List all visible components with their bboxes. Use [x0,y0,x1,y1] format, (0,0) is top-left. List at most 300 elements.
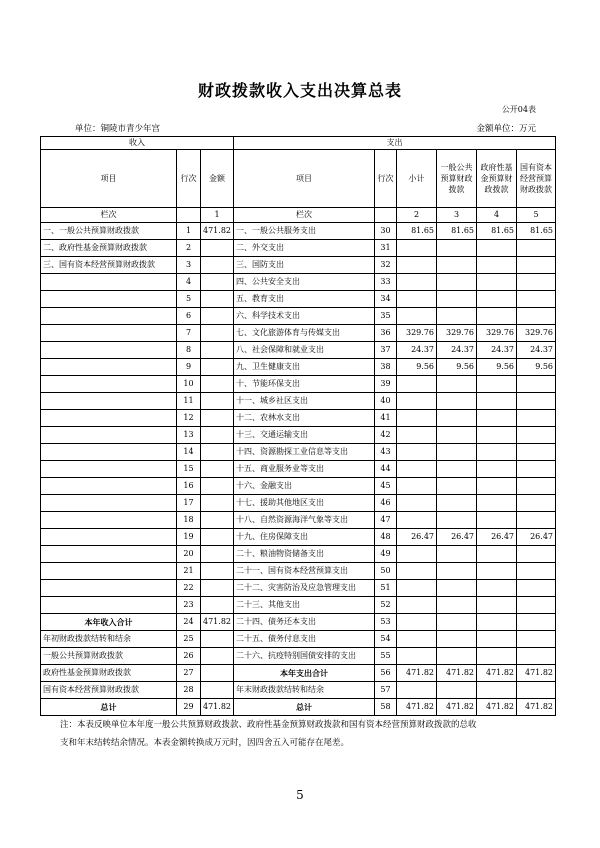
income-line: 15 [177,461,201,478]
capital-budget-cell [517,410,556,427]
expense-line: 42 [375,427,397,444]
general-budget-header: 一般公共预算财政拨款 [437,150,477,208]
capital-budget-cell: 471.82 [517,699,556,716]
income-header: 收入 [41,137,234,150]
subtotal-cell [397,376,437,393]
fund-budget-cell [477,427,517,444]
fund-budget-cell [477,393,517,410]
table-row [41,444,556,461]
expense-item: 五、教育支出 [234,291,375,308]
general-budget-cell [437,478,477,495]
fund-budget-cell [477,546,517,563]
subtotal-cell [397,648,437,665]
expense-line-header: 行次 [375,150,397,208]
index-c5: 5 [517,208,556,223]
general-budget-cell [437,240,477,257]
income-amount [201,529,234,546]
reporting-unit: 单位：铜陵市青少年宫 [75,124,161,134]
fund-budget-cell: 471.82 [477,699,517,716]
income-amount [201,427,234,444]
table-row [41,512,556,529]
income-line: 8 [177,342,201,359]
expense-item: 七、文化旅游体育与传媒支出 [234,325,375,342]
table-row [41,648,556,665]
capital-budget-cell [517,563,556,580]
income-amount: 471.82 [201,223,234,240]
general-budget-cell [437,682,477,699]
fund-budget-cell: 329.76 [477,325,517,342]
expense-item: 一、一般公共服务支出 [234,223,375,240]
income-line: 17 [177,495,201,512]
expense-line: 55 [375,648,397,665]
fund-budget-cell [477,648,517,665]
expense-item: 二十、粮油物资储备支出 [234,546,375,563]
table-row [41,359,556,376]
table-row [41,665,556,682]
expense-line: 43 [375,444,397,461]
table-row [41,546,556,563]
table-row [41,376,556,393]
income-line: 27 [177,665,201,682]
capital-budget-cell [517,240,556,257]
fund-budget-cell [477,563,517,580]
income-amount [201,291,234,308]
expense-item: 四、公共安全支出 [234,274,375,291]
subtotal-cell [397,393,437,410]
income-amount: 471.82 [201,614,234,631]
fund-budget-cell [477,240,517,257]
general-budget-cell [437,597,477,614]
capital-budget-cell: 329.76 [517,325,556,342]
index-blank-2 [375,208,397,223]
subtotal-cell [397,308,437,325]
general-budget-cell: 329.76 [437,325,477,342]
expense-item: 十、节能环保支出 [234,376,375,393]
expense-item: 二十二、灾害防治及应急管理支出 [234,580,375,597]
subtotal-cell: 9.56 [397,359,437,376]
table-row [41,240,556,257]
subtotal-cell [397,546,437,563]
expense-item-header: 项目 [234,150,375,208]
general-budget-cell [437,546,477,563]
capital-budget-cell [517,546,556,563]
income-line: 29 [177,699,201,716]
subtotal-cell [397,478,437,495]
capital-budget-cell [517,580,556,597]
general-budget-cell: 24.37 [437,342,477,359]
income-item: 政府性基金预算财政拨款 [41,665,177,682]
column-index-row [41,208,556,223]
page-title: 财政拨款收入支出决算总表 [197,81,402,100]
fund-budget-cell [477,376,517,393]
expense-line: 38 [375,359,397,376]
subtotal-cell [397,512,437,529]
subtotal-cell [397,410,437,427]
table-row [41,393,556,410]
income-line: 25 [177,631,201,648]
footnote [60,716,540,752]
capital-budget-cell [517,682,556,699]
capital-budget-header: 国有资本经营预算财政拨款 [517,150,556,208]
expense-line: 34 [375,291,397,308]
income-line: 12 [177,410,201,427]
expense-item: 二十一、国有资本经营预算支出 [234,563,375,580]
subtotal-cell [397,580,437,597]
income-amount [201,240,234,257]
income-item [41,325,177,342]
expense-item: 十六、金融支出 [234,478,375,495]
expense-item: 十五、商业服务业等支出 [234,461,375,478]
subtotal-cell: 471.82 [397,665,437,682]
expense-line: 40 [375,393,397,410]
table-row [41,410,556,427]
expense-line: 47 [375,512,397,529]
income-line: 13 [177,427,201,444]
general-budget-cell [437,376,477,393]
expense-line: 45 [375,478,397,495]
index-c3: 3 [437,208,477,223]
capital-budget-cell: 26.47 [517,529,556,546]
index-blank [177,208,201,223]
capital-budget-cell [517,495,556,512]
table-row [41,342,556,359]
income-line: 18 [177,512,201,529]
general-budget-cell [437,427,477,444]
table-row [41,223,556,240]
expense-line: 37 [375,342,397,359]
subtotal-cell: 26.47 [397,529,437,546]
header-row-sections [41,137,556,150]
capital-budget-cell: 81.65 [517,223,556,240]
expense-item: 二、外交支出 [234,240,375,257]
income-item [41,342,177,359]
footnote-line-1: 注：本表反映单位本年度一般公共预算财政拨款、政府性基金预算财政拨款和国有资本经营预算财政拨款的总收 [60,720,477,730]
income-line: 26 [177,648,201,665]
expense-line: 44 [375,461,397,478]
income-amount [201,325,234,342]
expense-line: 46 [375,495,397,512]
expense-item: 年末财政拨款结转和结余 [234,682,375,699]
fund-budget-cell [477,682,517,699]
expense-item: 九、卫生健康支出 [234,359,375,376]
income-line: 5 [177,291,201,308]
expense-line: 33 [375,274,397,291]
income-line: 7 [177,325,201,342]
general-budget-cell [437,257,477,274]
fund-budget-cell [477,478,517,495]
income-line: 28 [177,682,201,699]
table-row [41,614,556,631]
expense-item: 二十四、债务还本支出 [234,614,375,631]
expense-line: 58 [375,699,397,716]
expense-line: 32 [375,257,397,274]
capital-budget-cell [517,648,556,665]
expense-item: 十四、资源勘探工业信息等支出 [234,444,375,461]
income-item [41,597,177,614]
income-item [41,410,177,427]
income-item [41,376,177,393]
index-c2: 2 [397,208,437,223]
subtotal-cell [397,614,437,631]
subtotal-cell [397,274,437,291]
expense-line: 50 [375,563,397,580]
expense-line: 56 [375,665,397,682]
capital-budget-cell [517,444,556,461]
expense-item: 本年支出合计 [234,665,375,682]
expense-item: 二十三、其他支出 [234,597,375,614]
table-row [41,291,556,308]
general-budget-cell [437,563,477,580]
income-item: 国有资本经营预算财政拨款 [41,682,177,699]
income-item [41,461,177,478]
expense-line: 53 [375,614,397,631]
expense-line: 35 [375,308,397,325]
income-line: 9 [177,359,201,376]
expense-line: 49 [375,546,397,563]
table-row [41,478,556,495]
expense-item: 十二、农林水支出 [234,410,375,427]
subtotal-cell: 24.37 [397,342,437,359]
general-budget-cell: 81.65 [437,223,477,240]
income-item [41,427,177,444]
capital-budget-cell [517,393,556,410]
income-item [41,580,177,597]
capital-budget-cell: 24.37 [517,342,556,359]
capital-budget-cell: 471.82 [517,665,556,682]
income-amount [201,274,234,291]
fund-budget-cell: 9.56 [477,359,517,376]
income-line: 23 [177,597,201,614]
income-amount [201,308,234,325]
table-row [41,597,556,614]
expense-item: 十一、城乡社区支出 [234,393,375,410]
fund-budget-cell [477,580,517,597]
income-item [41,512,177,529]
income-amount [201,546,234,563]
fund-budget-cell: 26.47 [477,529,517,546]
income-item [41,529,177,546]
money-unit: 金额单位：万元 [476,124,536,134]
table-row [41,563,556,580]
general-budget-cell: 471.82 [437,665,477,682]
subtotal-cell [397,631,437,648]
income-item: 本年收入合计 [41,614,177,631]
expense-line: 39 [375,376,397,393]
capital-budget-cell [517,512,556,529]
income-item: 年初财政拨款结转和结余 [41,631,177,648]
subtotal-cell [397,257,437,274]
capital-budget-cell [517,274,556,291]
subtotal-cell: 471.82 [397,699,437,716]
fund-budget-cell [477,291,517,308]
fund-budget-cell: 81.65 [477,223,517,240]
income-amount [201,665,234,682]
income-line-header: 行次 [177,150,201,208]
income-item [41,444,177,461]
income-line: 20 [177,546,201,563]
income-item [41,359,177,376]
capital-budget-cell [517,614,556,631]
expense-line: 36 [375,325,397,342]
income-amount [201,495,234,512]
subtotal-cell: 329.76 [397,325,437,342]
expense-line: 57 [375,682,397,699]
subtotal-cell [397,444,437,461]
subtotal-cell [397,495,437,512]
index-c4: 4 [477,208,517,223]
income-line: 10 [177,376,201,393]
expense-header: 支出 [234,137,556,150]
general-budget-cell [437,410,477,427]
income-item: 总计 [41,699,177,716]
fund-budget-cell [477,512,517,529]
income-amount: 471.82 [201,699,234,716]
index-label: 栏次 [41,208,177,223]
capital-budget-cell [517,597,556,614]
header-row-columns [41,150,556,208]
income-amount [201,631,234,648]
table-row [41,274,556,291]
fund-budget-cell [477,308,517,325]
expense-item: 总计 [234,699,375,716]
fund-budget-cell [477,495,517,512]
table-row [41,308,556,325]
capital-budget-cell [517,308,556,325]
general-budget-cell [437,291,477,308]
table-code: 公开04表 [501,105,536,114]
general-budget-cell [437,393,477,410]
income-item [41,393,177,410]
table-row [41,631,556,648]
income-amount [201,257,234,274]
income-amount [201,376,234,393]
income-item: 三、国有资本经营预算财政拨款 [41,257,177,274]
table-row [41,580,556,597]
final-accounts-table [40,136,556,716]
table-row [41,461,556,478]
table-row [41,699,556,716]
capital-budget-cell [517,291,556,308]
general-budget-cell: 26.47 [437,529,477,546]
expense-item: 二十五、债务付息支出 [234,631,375,648]
income-line: 1 [177,223,201,240]
expense-item: 三、国防支出 [234,257,375,274]
income-line: 4 [177,274,201,291]
income-item: 一、一般公共预算财政拨款 [41,223,177,240]
table-row [41,529,556,546]
subtotal-cell [397,427,437,444]
fund-budget-cell: 471.82 [477,665,517,682]
page-number: 5 [296,788,304,802]
fund-budget-cell [477,274,517,291]
income-item [41,478,177,495]
subtotal-header: 小计 [397,150,437,208]
fund-budget-cell [477,597,517,614]
income-amount [201,359,234,376]
subtotal-cell [397,563,437,580]
expense-item: 六、科学技术支出 [234,308,375,325]
general-budget-cell [437,274,477,291]
fund-budget-cell [477,631,517,648]
fund-budget-cell [477,461,517,478]
income-amount [201,682,234,699]
income-line: 21 [177,563,201,580]
general-budget-cell [437,580,477,597]
subtotal-cell [397,240,437,257]
income-amount [201,597,234,614]
income-amount [201,580,234,597]
capital-budget-cell [517,257,556,274]
general-budget-cell [437,614,477,631]
table-row [41,495,556,512]
general-budget-cell [437,308,477,325]
expense-item: 十八、自然资源海洋气象等支出 [234,512,375,529]
income-item: 二、政府性基金预算财政拨款 [41,240,177,257]
subtotal-cell: 81.65 [397,223,437,240]
income-amount-header: 金额 [201,150,234,208]
fund-budget-cell [477,444,517,461]
expense-line: 31 [375,240,397,257]
income-line: 14 [177,444,201,461]
general-budget-cell [437,648,477,665]
fund-budget-cell [477,614,517,631]
subtotal-cell [397,597,437,614]
expense-item: 八、社会保障和就业支出 [234,342,375,359]
income-line: 19 [177,529,201,546]
income-amount [201,410,234,427]
table-row [41,427,556,444]
capital-budget-cell [517,461,556,478]
subtotal-cell [397,461,437,478]
table-row [41,257,556,274]
fund-budget-cell [477,410,517,427]
general-budget-cell [437,444,477,461]
subtotal-cell [397,291,437,308]
income-amount [201,512,234,529]
capital-budget-cell [517,427,556,444]
income-item [41,563,177,580]
capital-budget-cell [517,478,556,495]
footnote-line-2: 支和年末结转结余情况。本表金额转换成万元时，因四舍五入可能存在尾差。 [60,738,350,748]
income-amount [201,461,234,478]
fund-budget-cell [477,257,517,274]
income-item [41,274,177,291]
general-budget-cell: 471.82 [437,699,477,716]
expense-line: 41 [375,410,397,427]
income-line: 24 [177,614,201,631]
income-amount [201,342,234,359]
income-item: 一般公共预算财政拨款 [41,648,177,665]
expense-line: 48 [375,529,397,546]
expense-item: 十三、交通运输支出 [234,427,375,444]
index-c1: 1 [201,208,234,223]
income-line: 6 [177,308,201,325]
income-amount [201,393,234,410]
income-item [41,291,177,308]
capital-budget-cell: 9.56 [517,359,556,376]
expense-line: 30 [375,223,397,240]
income-amount [201,648,234,665]
income-line: 2 [177,240,201,257]
income-item [41,308,177,325]
expense-item: 十七、援助其他地区支出 [234,495,375,512]
capital-budget-cell [517,376,556,393]
income-item-header: 项目 [41,150,177,208]
income-item [41,546,177,563]
income-amount [201,444,234,461]
general-budget-cell [437,495,477,512]
income-line: 3 [177,257,201,274]
